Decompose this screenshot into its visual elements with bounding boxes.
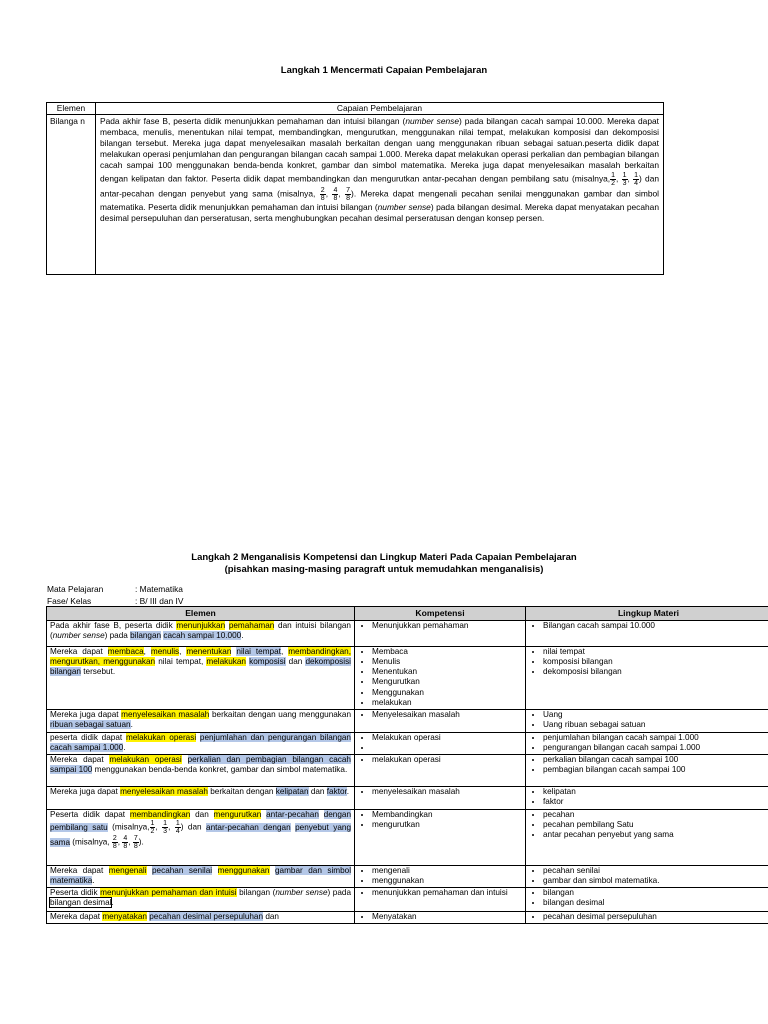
lingkup-cell: • penjumlahan bilangan cacah sampai 1.000 • pengurangan bilangan cacah sampai 1.000: [526, 732, 768, 755]
analysis-table: [46, 606, 768, 924]
table-row: [47, 809, 768, 865]
fraction-2-8: $\frac{2}{8}$: [112, 834, 117, 850]
lingkup-cell: • nilai tempat • komposisi bilangan • dekomposisi bilangan: [526, 646, 768, 710]
fraction-4-8: $\frac{4}{8}$: [123, 834, 128, 850]
table-row: [47, 888, 768, 912]
subject-row: [47, 584, 183, 594]
elemen-cell: peserta didik dapat melakukan operasi penjumlahan dan pengurangan bilangan cacah sampai 1.000.: [47, 732, 355, 755]
fraction-1-2: $\frac{1}{2}$: [150, 819, 155, 835]
lingkup-cell: • perkalian bilangan cacah sampai 100 • pembagian bilangan cacah sampai 100: [526, 755, 768, 787]
col-kompetensi-header: Kompetensi: [355, 607, 526, 621]
kompetensi-cell: • Melakukan operasi •: [355, 732, 526, 755]
lingkup-cell: • bilangan • bilangan desimal: [526, 888, 768, 912]
phase-label: Fase/ Kelas: [47, 596, 92, 606]
kompetensi-cell: • Membaca • Menulis • Menentukan • Mengurutkan • Menggunakan • melakukan: [355, 646, 526, 710]
phase-row: [47, 596, 184, 606]
elemen-cell: Pada akhir fase B, peserta didik menunjukkan pemahaman dan intuisi bilangan (number sense) pada bilangan cacah sampai 10.000.: [47, 620, 355, 646]
fraction-7-8: $\frac{7}{8}$: [133, 834, 138, 850]
table-row: [47, 865, 768, 888]
fraction-2-8: $\frac{2}{8}$: [320, 186, 325, 202]
fraction-1-4: $\frac{1}{4}$: [175, 819, 180, 835]
fraction-1-4: $\frac{1}{4}$: [634, 171, 638, 187]
kompetensi-cell: • menunjukkan pemahaman dan intuisi: [355, 888, 526, 912]
elemen-cell: Peserta didik dapat membandingkan dan mengurutkan antar-pecahan dengan pembilang satu (misalnya, $\frac{1}{2}$ , $\frac{1}{3}$ , $\frac{1}{4}$ ) dan antar-pecahan dengan penyebut yang sama (misalnya, $\frac{2}{8}$ , $\frac{4}{8}$ , $\frac{7}{8}$ ).: [47, 809, 355, 865]
table-row: [47, 620, 768, 646]
elemen-cell: Mereka juga dapat menyelesaikan masalah berkaitan dengan kelipatan dan faktor.: [47, 787, 355, 810]
fraction-1-3: $\frac{1}{3}$: [622, 171, 627, 187]
col-elemen-header: Elemen: [47, 607, 355, 621]
table-row: [47, 646, 768, 710]
lingkup-cell: • kelipatan • faktor: [526, 787, 768, 810]
kompetensi-cell: • Menunjukkan pemahaman: [355, 620, 526, 646]
step2-title: Langkah 2 Menganalisis Kompetensi dan Lingkup Materi Pada Capaian Pembelajaran (pisahkan masing-masing paragraft untuk memudahkan menganalisis): [191, 552, 577, 576]
fraction-4-8: $\frac{4}{8}$: [333, 186, 338, 202]
elemen-cell: Mereka juga dapat menyelesaikan masalah berkaitan dengan uang menggunakan ribuan sebagai satuan.: [47, 710, 355, 733]
table-row: [47, 912, 768, 924]
kompetensi-cell: • mengenali • menggunakan: [355, 865, 526, 888]
phase-value: : B/ III dan IV: [135, 596, 184, 606]
col-lingkup-header: Lingkup Materi: [526, 607, 768, 621]
elemen-cell: Bilanga n: [47, 115, 96, 275]
subject-value: : Matematika: [135, 584, 183, 594]
lingkup-cell: • pecahan • pecahan pembilang Satu • antar pecahan penyebut yang sama: [526, 809, 768, 865]
elemen-cell: Peserta didik menunjukkan pemahaman dan intuisi bilangan (number sense) pada bilangan desimal.: [47, 888, 355, 912]
fraction-1-3: $\frac{1}{3}$: [163, 819, 168, 835]
kompetensi-cell: • Menyelesaikan masalah: [355, 710, 526, 733]
fraction-1-2: $\frac{1}{2}$: [611, 171, 616, 187]
table-row: [47, 787, 768, 810]
elemen-cell: Mereka dapat menyatakan pecahan desimal persepuluhan dan: [47, 912, 355, 924]
lingkup-cell: • pecahan senilai • gambar dan simbol matematika.: [526, 865, 768, 888]
table-row: [47, 710, 768, 733]
table-row: [47, 755, 768, 787]
elemen-cell: Mereka dapat melakukan operasi perkalian dan pembagian bilangan cacah sampai 100 menggunakan benda-benda konkret, gambar dan simbol matematika.: [47, 755, 355, 787]
lingkup-cell: • Bilangan cacah sampai 10.000: [526, 620, 768, 646]
kompetensi-cell: • menyelesaikan masalah: [355, 787, 526, 810]
learning-outcome-table: [46, 102, 664, 275]
kompetensi-cell: • melakukan operasi: [355, 755, 526, 787]
col-elemen-header: Elemen: [47, 103, 96, 115]
elemen-cell: Mereka dapat mengenali pecahan senilai menggunakan gambar dan simbol matematika.: [47, 865, 355, 888]
subject-label: Mata Pelajaran: [47, 584, 104, 594]
elemen-cell: Mereka dapat membaca, menulis, menentukan nilai tempat, membandingkan, mengurutkan, menggunakan nilai tempat, melakukan komposisi dan dekomposisi bilangan tersebut.: [47, 646, 355, 710]
col-capaian-header: Capaian Pembelajaran: [96, 103, 664, 115]
lingkup-cell: • Uang • Uang ribuan sebagai satuan: [526, 710, 768, 733]
lingkup-cell: • pecahan desimal persepuluhan: [526, 912, 768, 924]
fraction-7-8: $\frac{7}{8}$: [346, 186, 351, 202]
step1-title: Langkah 1 Mencermati Capaian Pembelajaran: [280, 65, 488, 76]
capaian-cell: Pada akhir fase B, peserta didik menunjukkan pemahaman dan intuisi bilangan (number sense) pada bilangan cacah sampai 10.000. Mereka dapat membaca, menulis, menentukan nilai tempat, membandingkan, mengurutkan, menggunakan nilai tempat, melakukan komposisi dan dekomposisi bilangan tersebut. Mereka juga dapat menyelesaikan masalah berkaitan dengan uang menggunakan ribuan sebagai satuan.peserta didik dapat melakukan operasi penjumlahan dan pengurangan bilangan cacah sampai 1.000. Mereka dapat melakukan operasi perkalian dan pembagian bilangan cacah sampai 100 menggunakan benda-benda konkret, gambar dan simbol matematika. Mereka juga dapat menyelesaikan masalah berkaitan dengan kelipatan dan faktor. Peserta didik dapat membandingkan dan mengurutkan antar-pecahan dengan pembilang satu (misalnya, $\frac{1}{2}$ , $\frac{1}{3}$ , $\frac{1}{4}$ ) dan antar-pecahan dengan penyebut yang sama (misalnya, $\frac{2}{8}$ , $\frac{4}{8}$ , $\frac{7}{8}$ ). Mereka dapat mengenali pecahan senilai menggunakan gambar dan simbol matematika. Peserta didik menunjukkan pemahaman dan intuisi bilangan (number sense) pada bilangan desimal. Mereka dapat menyatakan pecahan desimal persepuluhan dan perseratusan, serta menghubungkan pecahan desimal perseratusan dengan konsep persen.: [96, 115, 664, 275]
kompetensi-cell: • Membandingkan • mengurutkan: [355, 809, 526, 865]
table-row: [47, 732, 768, 755]
kompetensi-cell: • Menyatakan: [355, 912, 526, 924]
